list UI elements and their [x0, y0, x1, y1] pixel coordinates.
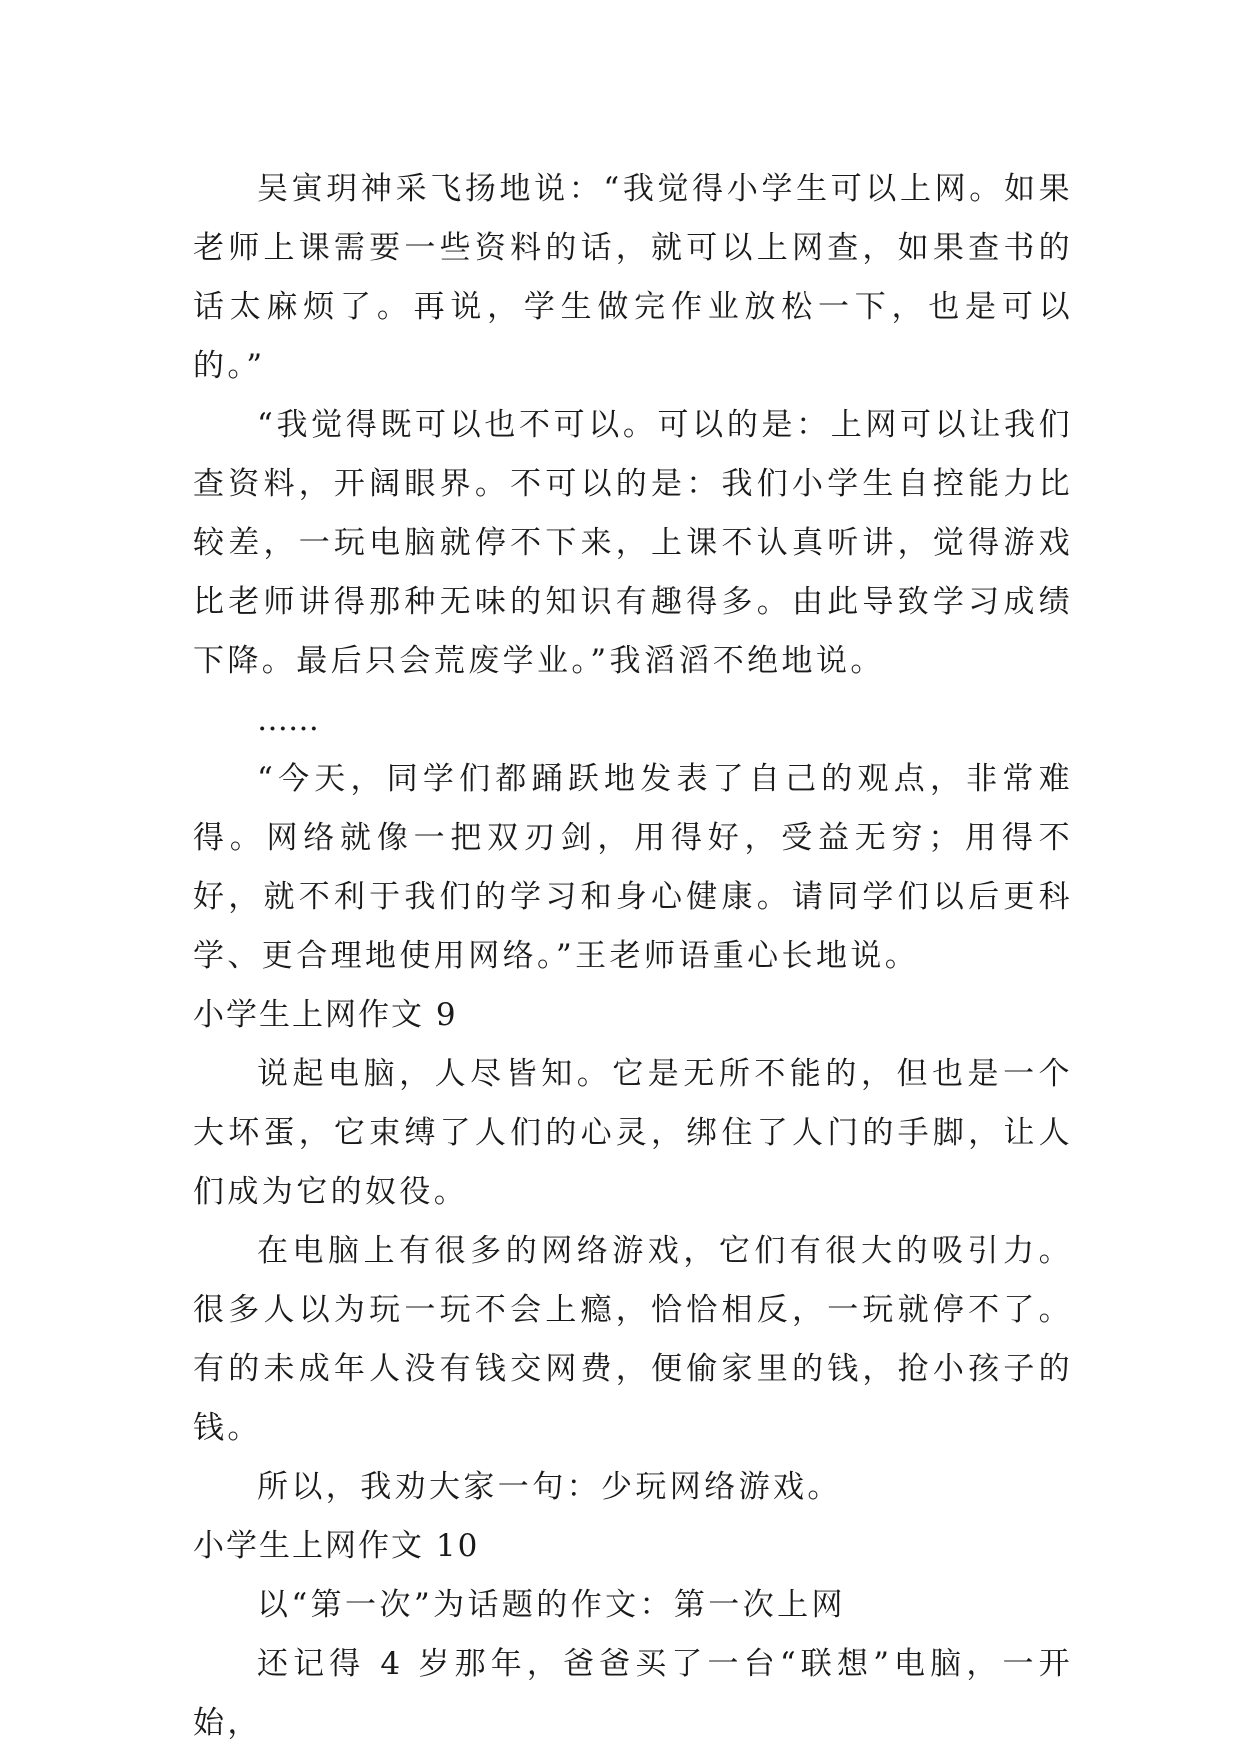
section-heading: 小学生上网作文 10	[193, 1528, 480, 1564]
paragraph: 在电脑上有很多的网络游戏，它们有很大的吸引力。很多人以为玩一玩不会上瘾，恰恰相反，一玩就停不了。有的未成年人没有钱交网费，便偷家里的钱，抢小孩子的钱。	[193, 1233, 1073, 1446]
document-body	[193, 160, 1073, 1753]
paragraph: 说起电脑，人尽皆知。它是无所不能的，但也是一个大坏蛋，它束缚了人们的心灵，绑住了人门的手脚，让人们成为它的奴役。	[193, 1056, 1073, 1210]
paragraph: 以“第一次”为话题的作文：第一次上网	[257, 1587, 846, 1623]
ellipsis: ……	[257, 702, 319, 738]
paragraph: 还记得 4 岁那年，爸爸买了一台“联想”电脑，一开始，	[193, 1646, 1073, 1741]
paragraph: 所以，我劝大家一句：少玩网络游戏。	[257, 1469, 842, 1505]
section-heading: 小学生上网作文 9	[193, 997, 458, 1033]
paragraph: “我觉得既可以也不可以。可以的是：上网可以让我们查资料，开阔眼界。不可以的是：我们小学生自控能力比较差，一玩电脑就停不下来，上课不认真听讲，觉得游戏比老师讲得那种无味的知识有趣得多。由此导致学习成绩下降。最后只会荒废学业。”我滔滔不绝地说。	[193, 407, 1073, 679]
paragraph: “今天，同学们都踊跃地发表了自己的观点，非常难得。网络就像一把双刃剑，用得好，受益无穷；用得不好，就不利于我们的学习和身心健康。请同学们以后更科学、更合理地使用网络。”王老师语重心长地说。	[193, 761, 1073, 974]
paragraph: 吴寅玥神采飞扬地说：“我觉得小学生可以上网。如果老师上课需要一些资料的话，就可以上网查，如果查书的话太麻烦了。再说，学生做完作业放松一下，也是可以的。”	[193, 171, 1073, 384]
